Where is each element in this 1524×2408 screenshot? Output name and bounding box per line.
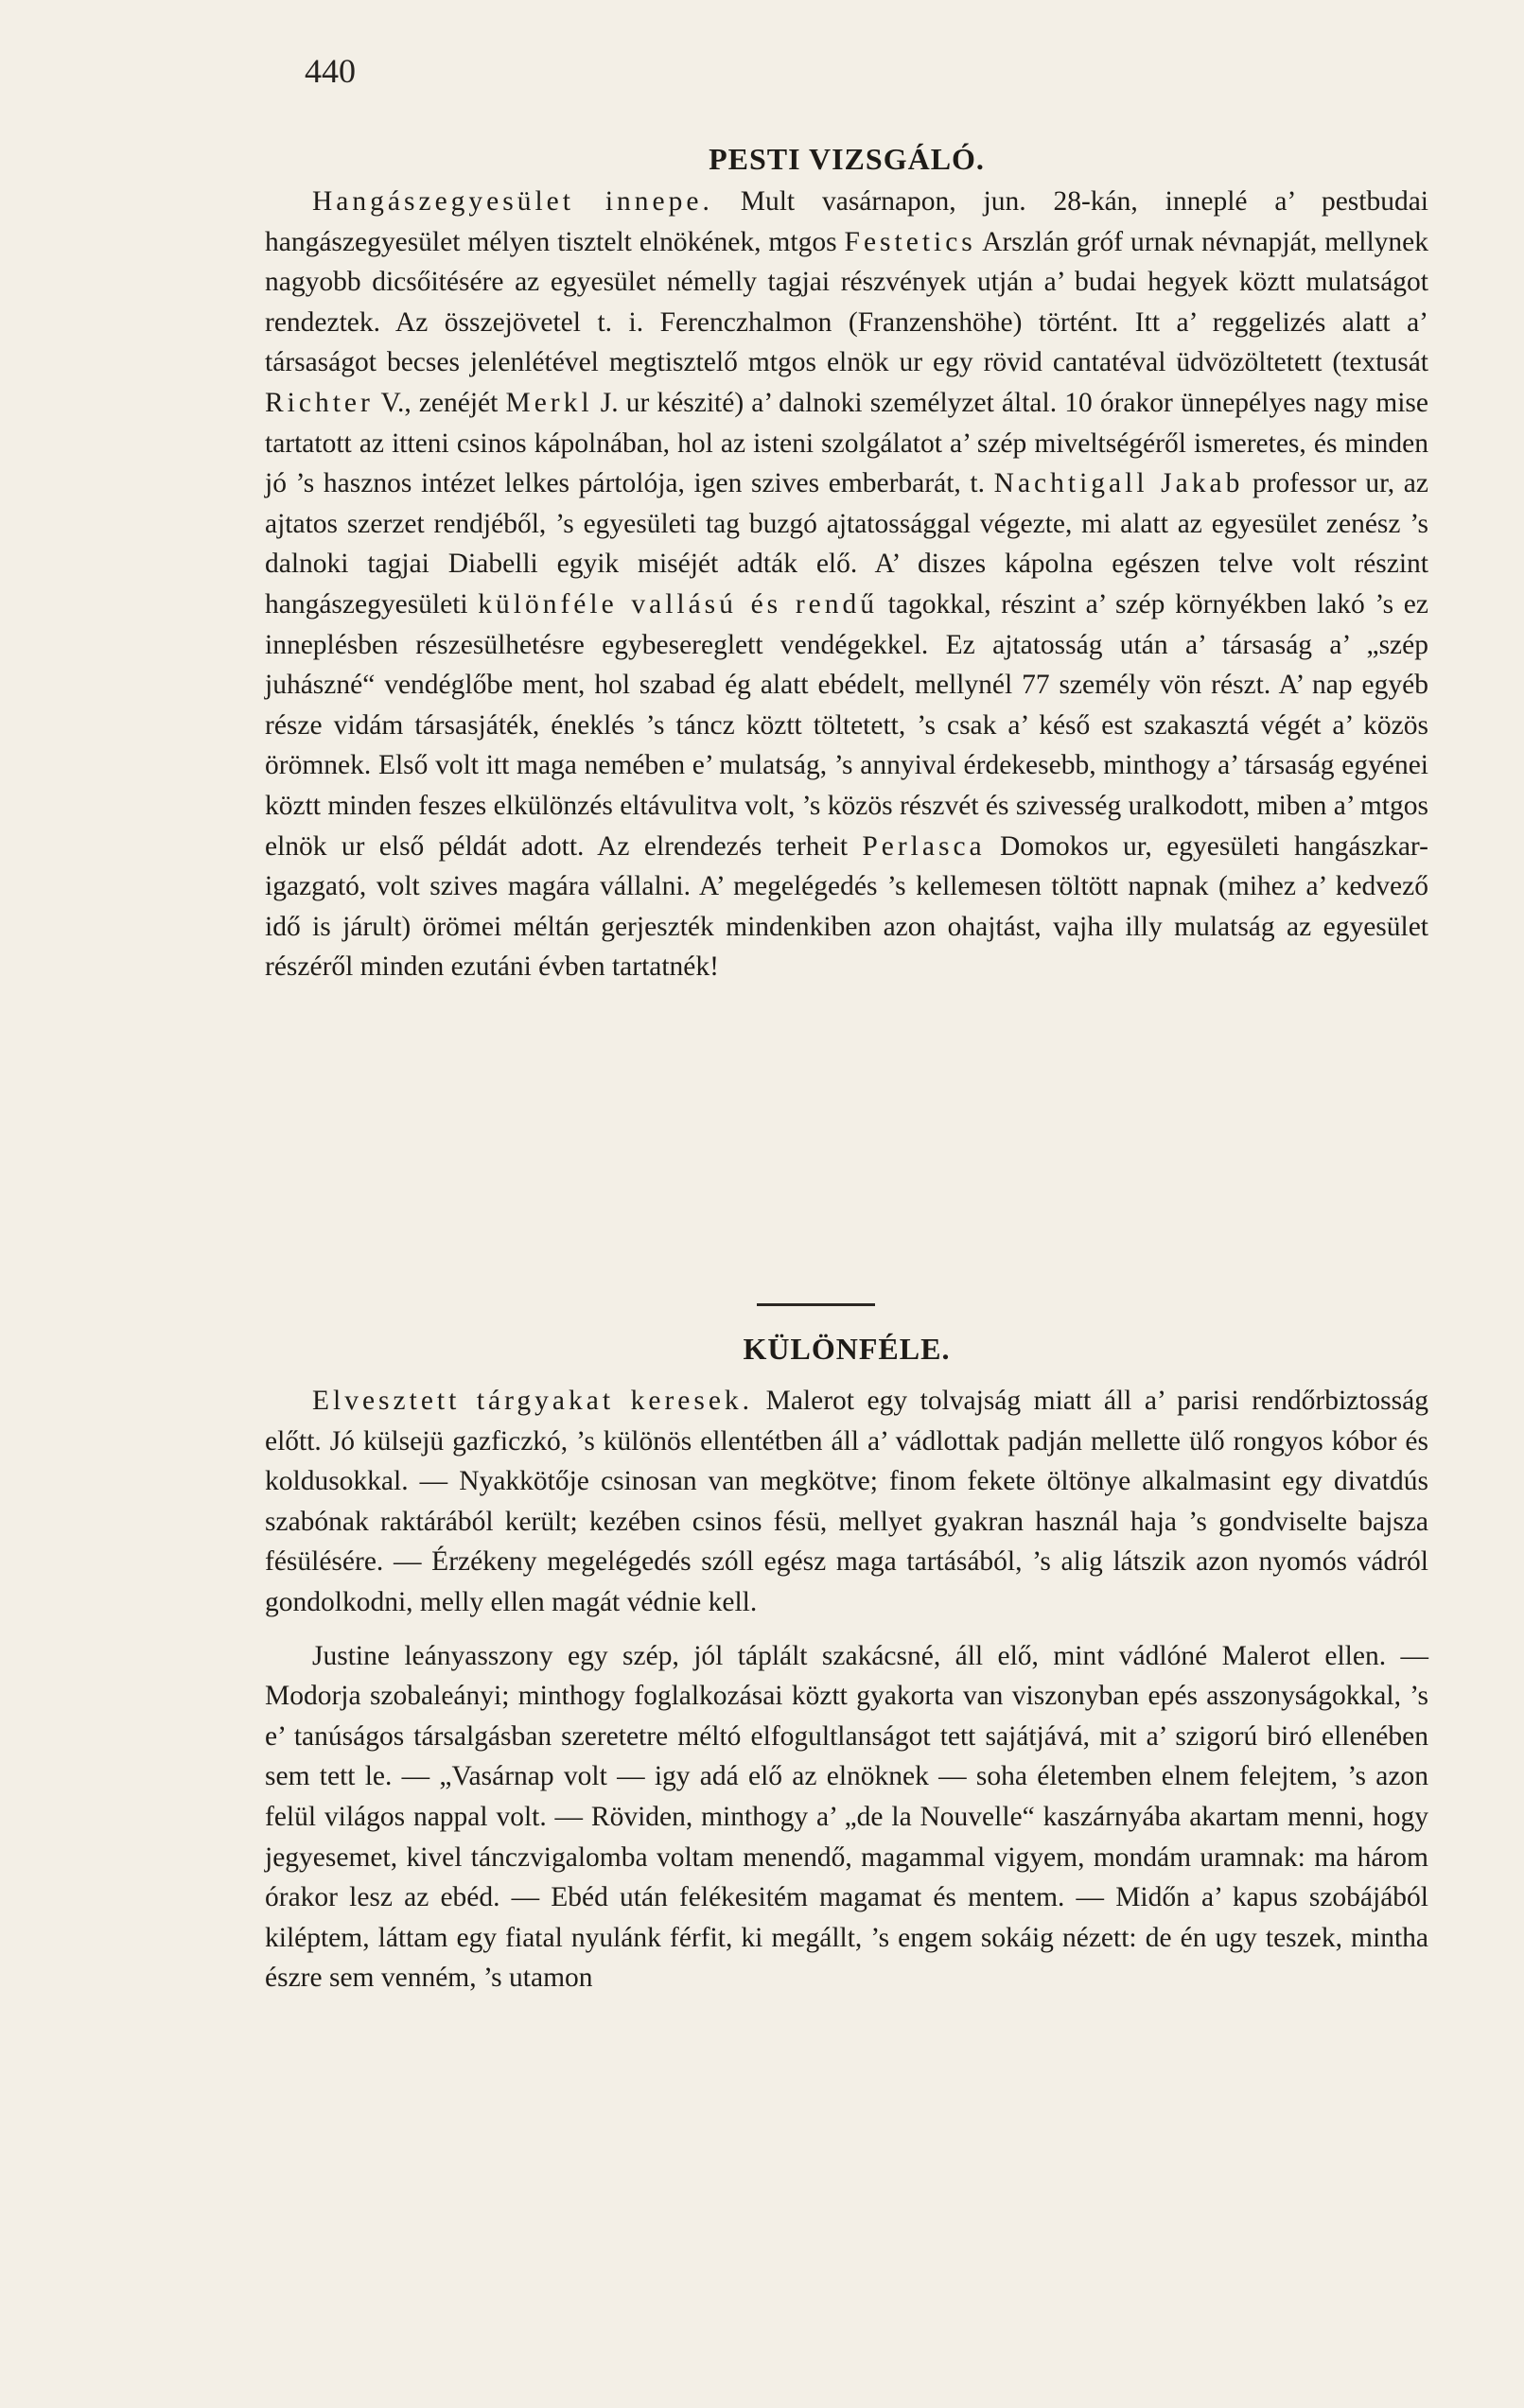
text-run: Domokos ur, egyesületi hangászkar-igazgató, volt szives magára vállalni. A’ megelégedés ’s kellemesen töltött napnak (mihez a’ kedvező idő is járult) örömei méltán gerjeszték mindenkiben azon ohajtást, vajha illy mulatság az egyesület részéről minden ezutáni évben tartatnék! <box>265 830 1428 983</box>
section-pesti-vizsgalo <box>265 142 1428 177</box>
section-kulonfele <box>265 1332 1428 1367</box>
emphasis: különféle vallású és rendű <box>478 588 878 619</box>
section-title-kulonfele: KÜLÖNFÉLE. <box>743 1332 951 1366</box>
text-run: V., zenéjét <box>373 387 506 418</box>
person-name: Festetics <box>844 226 976 257</box>
paragraph <box>265 1381 1428 1623</box>
text-run: professor ur, az ajtatos szerzet rendjéből, ’s egyesületi tag buzgó ajtatossággal végezte, mi alatt az egyesület zenész ’s dalnoki tagjai Diabelli egyik miséjét adták elő. A’ diszes kápolna egészen telve volt részint hangászegyesületi <box>265 468 1428 619</box>
article-hangaszegyesulet <box>265 182 1428 987</box>
article-lead: Elvesztett tárgyakat keresek. <box>312 1386 754 1416</box>
paragraph: Justine leányasszony egy szép, jól táplált szakácsné, áll elő, mint vádlóné Malerot ellen. — Modorja szobaleányi; minthogy foglalkozásai köztt gyakorta van viszonyban epés asszonyságokkal, ’s e’ tanúságos társalgásban szeretetre méltó elfogultlanságot tett sajátjává, mit a’ szigorú biró ellenében sem tett le. — „Vasárnap volt — igy adá elő az elnöknek — soha életemben elnem felejtem, ’s azon felül világos nappal volt. — Röviden, minthogy a’ „de la Nouvelle“ kaszárnyába akartam menni, hogy jegyesemet, kivel tánczvigalomba voltam menendő, magammal vigyem, mondám uramnak: ma három órakor lesz az ebéd. — Ebéd után felékesitém magamat és mentem. — Midőn a’ kapus szobájából kiléptem, láttam egy fiatal nyulánk férfit, ki megállt, ’s engem sokáig nézett: de én ugy teszek, mintha észre sem venném, ’s utamon <box>265 1640 1428 1994</box>
person-name: Perlasca <box>862 830 986 862</box>
text-run: Malerot egy tolvajság miatt áll a’ parisi rendőrbiztosság előtt. Jó külsejü gazficzkó, ’s különös ellentétben áll a’ vádlottak padján mellette ülő rongyos kóbor és koldusokkal. — Nyakkötője csinosan van megkötve; finom fekete öltönye alkalmasint egy divatdús szabónak raktárából került; kezében csinos fésü, mellyet gyakran használ haja ’s gondviselte bajsza fésülésére. — Érzékeny megelégedés szóll egész maga tartásából, ’s alig látszik azon nyomós vádról gondolkodni, melly ellen magát védnie kell. <box>265 1386 1428 1617</box>
paragraph <box>265 182 1428 987</box>
person-name: Richter <box>265 387 374 418</box>
text-run: Mult vasárnapon, jun. 28-kán, inneplé a’ pestbudai hangászegyesület mélyen tisztelt elnökének, mtgos <box>265 186 1429 257</box>
page-number: 440 <box>305 52 356 90</box>
text-run: Arszlán gróf urnak névnapját, mellynek nagyobb dicsőitésére az egyesület némelly tagjai részvények utján a’ budai hegyek köztt mulatságot rendeztek. Az összejövetel t. i. Ferenczhalmon (Franzenshöhe) történt. Itt a’ reggelizés alatt a’ társaságot becses jelenlétével megtisztelő mtgos elnök ur egy rövid cantatéval üdvözöltetett (textusát <box>265 226 1428 378</box>
section-divider <box>757 1303 875 1306</box>
person-name: Merkl <box>505 387 593 418</box>
text-run: tagokkal, részint a’ szép környékben lakó ’s ez inneplésben részesülhetésre egybesereglett vendégekkel. Ez ajtatosság után a’ társaság a’ „szép juhászné“ vendéglőbe ment, hol szabad ég alatt ebédelt, mellynél 77 személy vön részt. A’ nap egyéb része vidám társasjáték, éneklés ’s táncz köztt töltetett, ’s csak a’ késő est szakasztá végét a’ közös örömnek. Első volt itt maga nemében e’ mulatság, ’s annyival érdekesebb, minthogy a’ társaság egyénei köztt minden feszes elkülönzés eltávulitva volt, ’s közös részvét és szivesség uralkodott, miben a’ mtgos elnök ur első példát adott. Az elrendezés terheit <box>265 588 1428 862</box>
section-title-pesti-vizsgalo: PESTI VIZSGÁLÓ. <box>709 142 985 176</box>
text-run: J. ur készité) a’ dalnoki személyzet által. 10 órakor ünnepélyes nagy mise tartatott az itteni csinos kápolnában, hol az isteni szolgálatot a’ szép miveltségéről ismeretes, és minden jó ’s hasznos intézet lelkes pártolója, igen szives emberbarát, t. <box>265 387 1429 499</box>
article-elvesztett-targyak <box>265 1381 1428 1998</box>
person-name: Nachtigall Jakab <box>993 468 1244 499</box>
article-lead: Hangászegyesület innepe. <box>312 186 713 217</box>
